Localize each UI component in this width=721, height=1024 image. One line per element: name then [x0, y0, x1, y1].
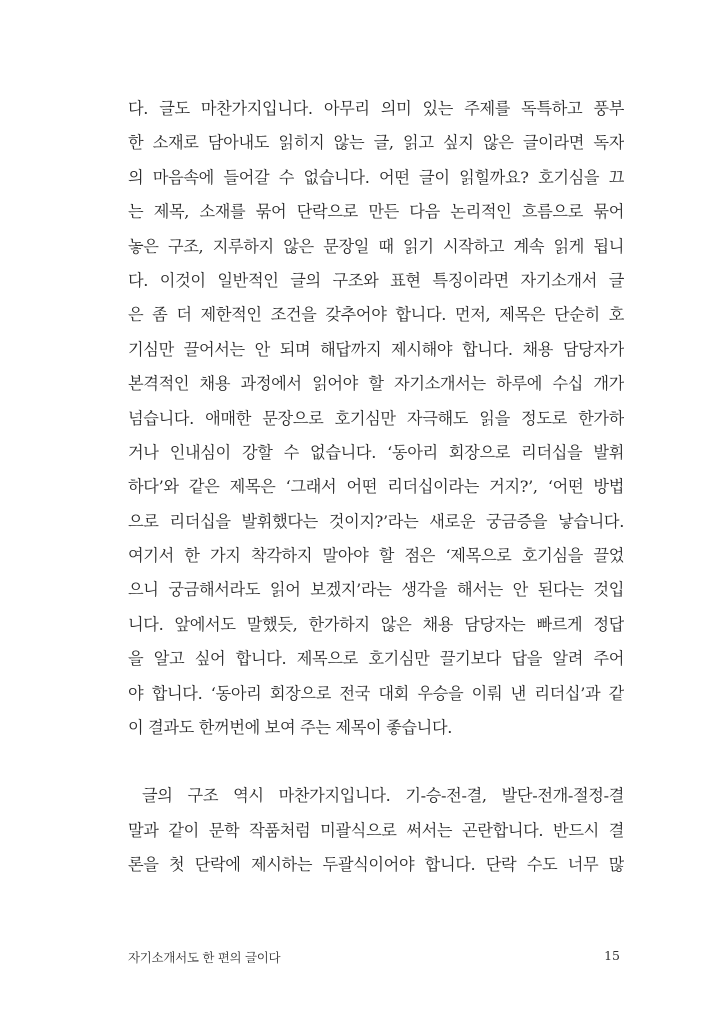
body-text — [128, 92, 624, 883]
paragraph-line: 한 소재로 담아내도 읽히지 않는 글, 읽고 싶지 않은 글이라면 독자 — [128, 133, 624, 153]
paragraph-line: 니다. 앞에서도 말했듯, 한가하지 않은 채용 담당자는 빠르게 정답 — [128, 614, 624, 634]
paragraph-line: 다. 이것이 일반적인 글의 구조와 표현 특징이라면 자기소개서 글 — [128, 270, 624, 290]
paragraph-line: 본격적인 채용 과정에서 읽어야 할 자기소개서는 하루에 수십 개가 — [128, 374, 624, 394]
paragraph-line: 은 좀 더 제한적인 조건을 갖추어야 합니다. 먼저, 제목은 단순히 호 — [128, 305, 624, 325]
paragraph-spacer — [128, 745, 624, 779]
paragraph-line: 넘습니다. 애매한 문장으로 호기심만 자극해도 읽을 정도로 한가하 — [128, 408, 624, 428]
paragraph-line: 이 결과도 한꺼번에 보여 주는 제목이 좋습니다. — [128, 718, 453, 738]
paragraph-line: 는 제목, 소재를 묶어 단락으로 만든 다음 논리적인 흐름으로 묶어 — [128, 202, 624, 222]
paragraph-line: 을 알고 싶어 합니다. 제목으로 호기심만 끌기보다 답을 알려 주어 — [128, 649, 624, 669]
paragraph-1 — [128, 92, 624, 745]
paragraph-line: 글의 구조 역시 마찬가지입니다. 기-승-전-결, 발단-전개-절정-결 — [142, 786, 624, 806]
paragraph-line: 야 합니다. ‘동아리 회장으로 전국 대회 우승을 이뤄 낸 리더십’과 같 — [128, 683, 624, 703]
page-footer — [128, 948, 620, 968]
paragraph-line: 의 마음속에 들어갈 수 없습니다. 어떤 글이 읽힐까요? 호기심을 끄 — [128, 167, 624, 187]
paragraph-line: 놓은 구조, 지루하지 않은 문장일 때 읽기 시작하고 계속 읽게 됩니 — [128, 236, 624, 256]
paragraph-line: 말과 같이 문학 작품처럼 미괄식으로 써서는 곤란합니다. 반드시 결 — [128, 820, 624, 840]
paragraph-line: 다. 글도 마찬가지입니다. 아무리 의미 있는 주제를 독특하고 풍부 — [128, 99, 624, 118]
paragraph-2 — [128, 779, 624, 882]
page-number: 15 — [604, 948, 620, 963]
paragraph-line: 거나 인내심이 강할 수 없습니다. ‘동아리 회장으로 리더십을 발휘 — [128, 442, 624, 462]
paragraph-line: 하다’와 같은 제목은 ‘그래서 어떤 리더십이라는 거지?’, ‘어떤 방법 — [128, 477, 624, 497]
paragraph-line: 여기서 한 가지 착각하지 말아야 할 점은 ‘제목으로 호기심을 끌었 — [128, 546, 624, 566]
running-title: 자기소개서도 한 편의 글이다 — [128, 950, 281, 965]
paragraph-line: 기심만 끌어서는 안 되며 해답까지 제시해야 합니다. 채용 담당자가 — [128, 339, 624, 359]
paragraph-line: 으니 궁금해서라도 읽어 보겠지’라는 생각을 해서는 안 된다는 것입 — [128, 580, 624, 600]
paragraph-line: 으로 리더십을 발휘했다는 것이지?’라는 새로운 궁금증을 낳습니다. — [128, 511, 624, 531]
paragraph-line: 론을 첫 단락에 제시하는 두괄식이어야 합니다. 단락 수도 너무 많 — [128, 855, 624, 875]
